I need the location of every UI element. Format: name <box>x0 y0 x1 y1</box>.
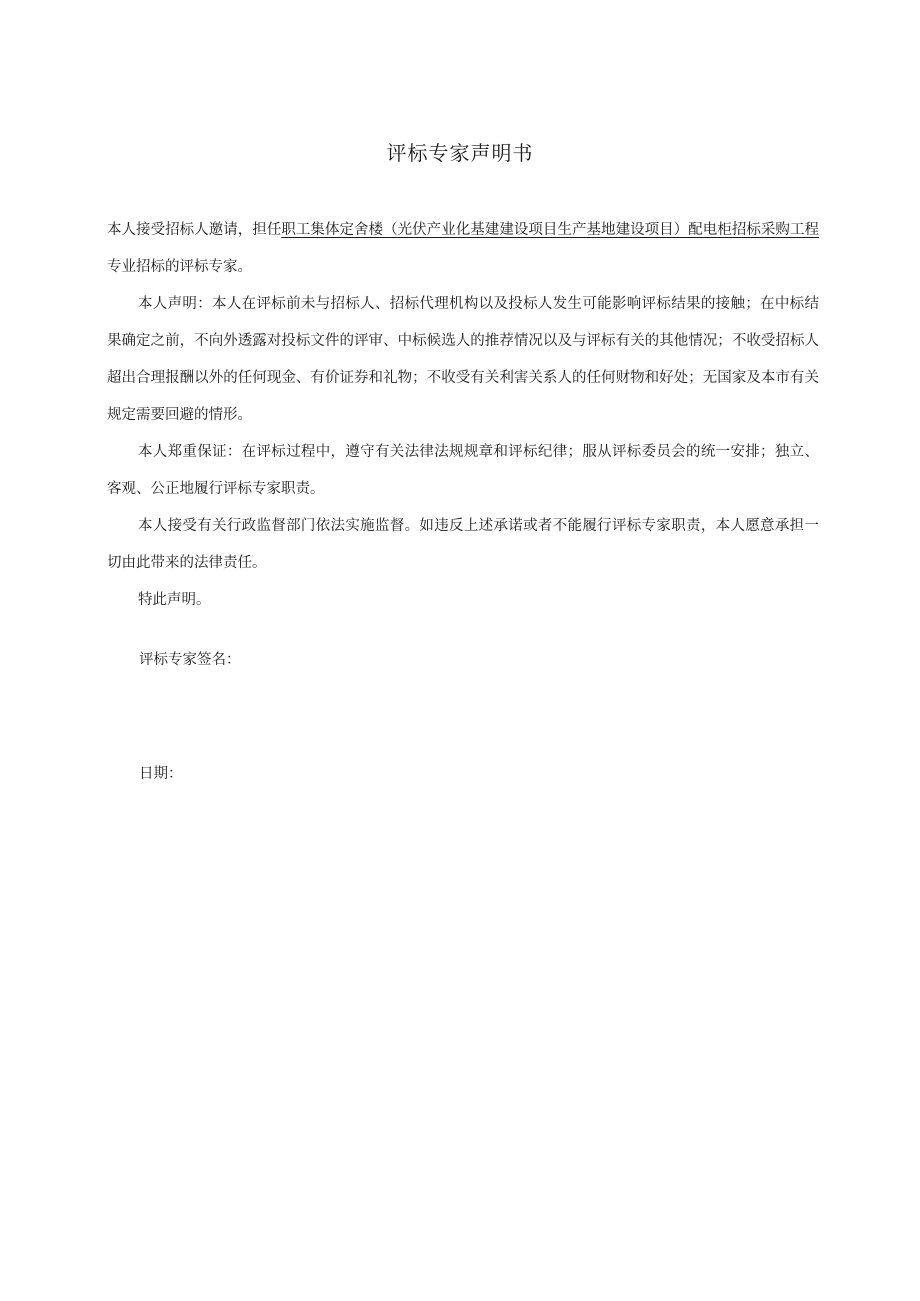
document-body <box>107 212 819 619</box>
intro-suffix: 专业招标的评标专家。 <box>107 259 252 275</box>
intro-prefix: 本人接受招标人邀请，担任 <box>107 222 282 238</box>
supervision-paragraph: 本人接受有关行政监督部门依法实施监督。如违反上述承诺或者不能履行评标专家职责，本人愿意承担一切由此带来的法律责任。 <box>107 518 819 571</box>
date-label: 日期： <box>139 766 183 782</box>
signature-label: 评标专家签名： <box>139 652 241 668</box>
intro-paragraph <box>107 212 819 286</box>
document-title: 评标专家声明书 <box>386 141 534 165</box>
guarantee-paragraph: 本人郑重保证：在评标过程中，遵守有关法律法规规章和评标纪律；服从评标委员会的统一安排；独立、客观、公正地履行评标专家职责。 <box>107 444 819 497</box>
project-name: 职工集体定舍楼（光伏产业化基建建设项目生产基地建设项目）配电柜招标采购工程 <box>281 222 819 238</box>
declaration-paragraph: 本人声明：本人在评标前未与招标人、招标代理机构以及投标人发生可能影响评标结果的接触；在中标结果确定之前，不向外透露对投标文件的评审、中标候选人的推荐情况以及与评标有关的其他情况；不收受招标人超出合理报酬以外的任何现金、有价证券和礼物；不收受有关利害关系人的任何财物和好处；无国家及本市有关规定需要回避的情形。 <box>107 296 819 423</box>
closing-statement: 特此声明。 <box>138 592 211 608</box>
